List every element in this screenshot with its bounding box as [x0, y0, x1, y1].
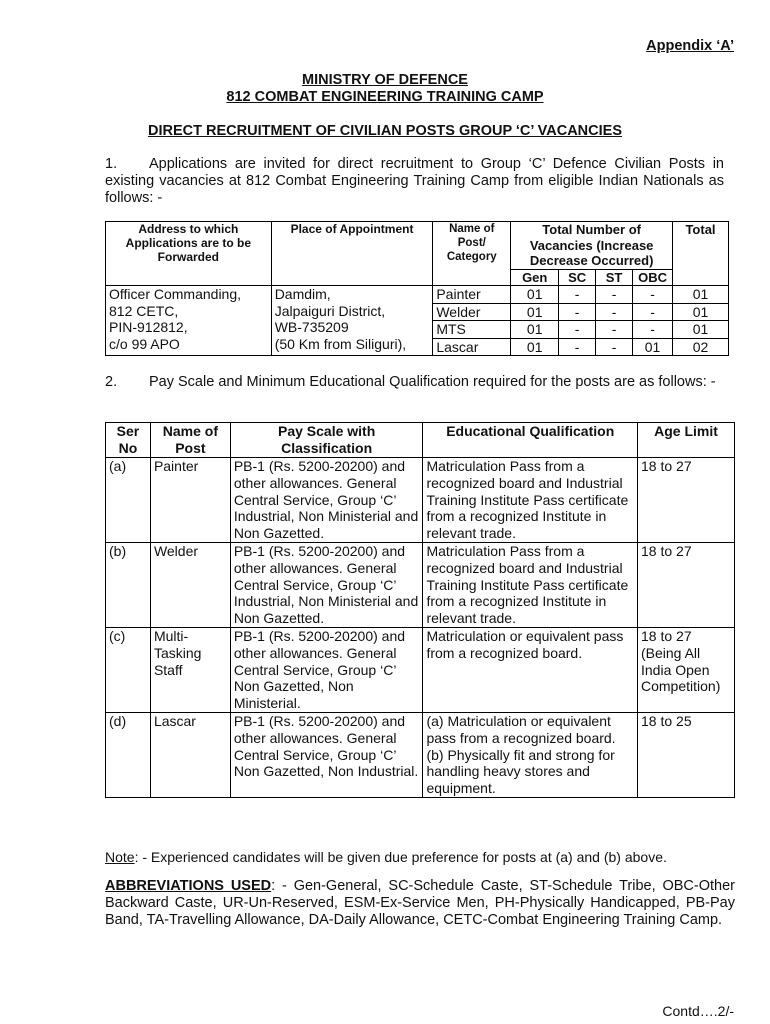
name-cell: Welder	[150, 542, 230, 627]
header-total-number: Total Number of Vacancies (Increase Decrease Occurred)	[511, 222, 673, 270]
age-cell: 18 to 25	[638, 712, 735, 797]
sc-cell: -	[559, 303, 596, 321]
appendix-label: Appendix ‘A’	[646, 38, 734, 54]
name-cell: Painter	[150, 458, 230, 543]
header-st: ST	[596, 269, 633, 286]
place-line: WB-735209	[274, 319, 349, 335]
sc-cell: -	[559, 321, 596, 339]
post-cell: Lascar	[433, 338, 511, 356]
age-cell: 18 to 27	[638, 542, 735, 627]
note	[105, 849, 667, 865]
address-line: 812 CETC,	[109, 302, 179, 319]
note-text: : - Experienced candidates will be given due preference for posts at (a) and (b) above.	[134, 849, 667, 865]
st-cell: -	[596, 338, 633, 356]
header-address: Address to which Applications are to be Forwarded	[106, 222, 272, 286]
place-line: Damdim,	[274, 286, 331, 302]
header-age-limit: Age Limit	[638, 423, 735, 458]
post-cell: Welder	[433, 303, 511, 321]
address-line: Officer Commanding,	[109, 286, 242, 302]
sc-cell: -	[559, 286, 596, 304]
edu-cell: Matriculation or equivalent pass from a recognized board.	[423, 627, 638, 712]
pay-cell: PB-1 (Rs. 5200-20200) and other allowances. General Central Service, Group ‘C’ Non Gazetted, Non Industrial.	[230, 712, 423, 797]
vacancy-table-header-row	[106, 222, 729, 270]
name-cell: Multi-Tasking Staff	[150, 627, 230, 712]
gen-cell: 01	[511, 321, 559, 339]
ser-cell: (b)	[106, 542, 151, 627]
header-educational-qualification: Educational Qualification	[423, 423, 638, 458]
post-cell: Painter	[433, 286, 511, 304]
place-cell	[271, 286, 433, 356]
paragraph-1-text: Applications are invited for direct recruitment to Group ‘C’ Defence Civilian Posts in existing vacancies at 812 Combat Engineering Training Camp from eligible Indian Nationals as follows: -	[105, 156, 724, 206]
pay-table-header-row	[106, 423, 735, 458]
paragraph-2-number: 2.	[105, 374, 118, 390]
abbreviations-text: : - Gen-General, SC-Schedule Caste, ST-Schedule Tribe, OBC-Other Backward Caste, UR-Un-Reserved, ESM-Ex-Service Men, PH-Physically Handicapped, PB-Pay Band, TA-Travelling Allowance, DA-Daily Allowance, CETC-Combat Engineering Training Camp.	[105, 878, 735, 928]
edu-cell: Matriculation Pass from a recognized board and Industrial Training Institute Pass certificate from a recognized Institute in relevant trade.	[423, 542, 638, 627]
table-row	[106, 286, 729, 304]
obc-cell: -	[633, 303, 673, 321]
continued-footer: Contd….2/-	[662, 1003, 734, 1019]
abbreviations	[105, 878, 735, 929]
address-line: PIN-912812,	[109, 319, 188, 335]
table-row	[106, 542, 735, 627]
gen-cell: 01	[511, 338, 559, 356]
subject-heading: DIRECT RECRUITMENT OF CIVILIAN POSTS GROUP ‘C’ VACANCIES	[148, 123, 622, 139]
st-cell: -	[596, 321, 633, 339]
table-row	[106, 627, 735, 712]
total-cell: 01	[673, 303, 729, 321]
st-cell: -	[596, 286, 633, 304]
ser-cell: (a)	[106, 458, 151, 543]
header-obc: OBC	[633, 269, 673, 286]
st-cell: -	[596, 303, 633, 321]
edu-line-a: (a) Matriculation or equivalent pass from a recognized board.	[426, 712, 616, 746]
paragraph-2-text: Pay Scale and Minimum Educational Qualification required for the posts are as follows: -	[149, 374, 716, 390]
edu-line-b: (b) Physically fit and strong for handling heavy stores and equipment.	[426, 746, 615, 797]
header-place: Place of Appointment	[271, 222, 433, 286]
name-cell: Lascar	[150, 712, 230, 797]
header-sc: SC	[559, 269, 596, 286]
pay-cell: PB-1 (Rs. 5200-20200) and other allowances. General Central Service, Group ‘C’ Industrial, Non Ministerial and Non Gazetted.	[230, 458, 423, 543]
edu-cell: Matriculation Pass from a recognized board and Industrial Training Institute Pass certificate from a recognized Institute in relevant trade.	[423, 458, 638, 543]
gen-cell: 01	[511, 286, 559, 304]
pay-cell: PB-1 (Rs. 5200-20200) and other allowances. General Central Service, Group ‘C’ Non Gazetted, Non Ministerial.	[230, 627, 423, 712]
ser-cell: (c)	[106, 627, 151, 712]
pay-scale-table	[105, 422, 735, 798]
header-pay-scale: Pay Scale with Classification	[230, 423, 423, 458]
gen-cell: 01	[511, 303, 559, 321]
place-line: (50 Km from Siliguri),	[274, 335, 407, 352]
header-total: Total	[673, 222, 729, 286]
total-cell: 01	[673, 321, 729, 339]
age-cell: 18 to 27	[638, 458, 735, 543]
abbreviations-label: ABBREVIATIONS USED	[105, 878, 272, 894]
camp-heading: 812 COMBAT ENGINEERING TRAINING CAMP	[226, 89, 544, 105]
ministry-heading: MINISTRY OF DEFENCE	[302, 72, 468, 88]
header-ser-no: Ser No	[106, 423, 151, 458]
edu-cell	[423, 712, 638, 797]
obc-cell: 01	[633, 338, 673, 356]
paragraph-1-number: 1.	[105, 156, 118, 172]
sc-cell: -	[559, 338, 596, 356]
header-name-of-post: Name of Post	[150, 423, 230, 458]
header-post: Name of Post/ Category	[433, 222, 511, 286]
total-cell: 02	[673, 338, 729, 356]
place-line: Jalpaiguri District,	[274, 302, 386, 319]
table-row	[106, 712, 735, 797]
post-cell: MTS	[433, 321, 511, 339]
note-label: Note	[105, 849, 135, 865]
paragraph-2	[105, 374, 724, 391]
total-cell: 01	[673, 286, 729, 304]
age-cell: 18 to 27 (Being All India Open Competition)	[638, 627, 735, 712]
address-cell	[106, 286, 272, 356]
table-row	[106, 458, 735, 543]
vacancy-table	[105, 221, 729, 356]
paragraph-1	[105, 156, 724, 207]
pay-cell: PB-1 (Rs. 5200-20200) and other allowances. General Central Service, Group ‘C’ Industrial, Non Ministerial and Non Gazetted.	[230, 542, 423, 627]
obc-cell: -	[633, 321, 673, 339]
header-gen: Gen	[511, 269, 559, 286]
obc-cell: -	[633, 286, 673, 304]
address-line: c/o 99 APO	[109, 335, 180, 352]
ser-cell: (d)	[106, 712, 151, 797]
